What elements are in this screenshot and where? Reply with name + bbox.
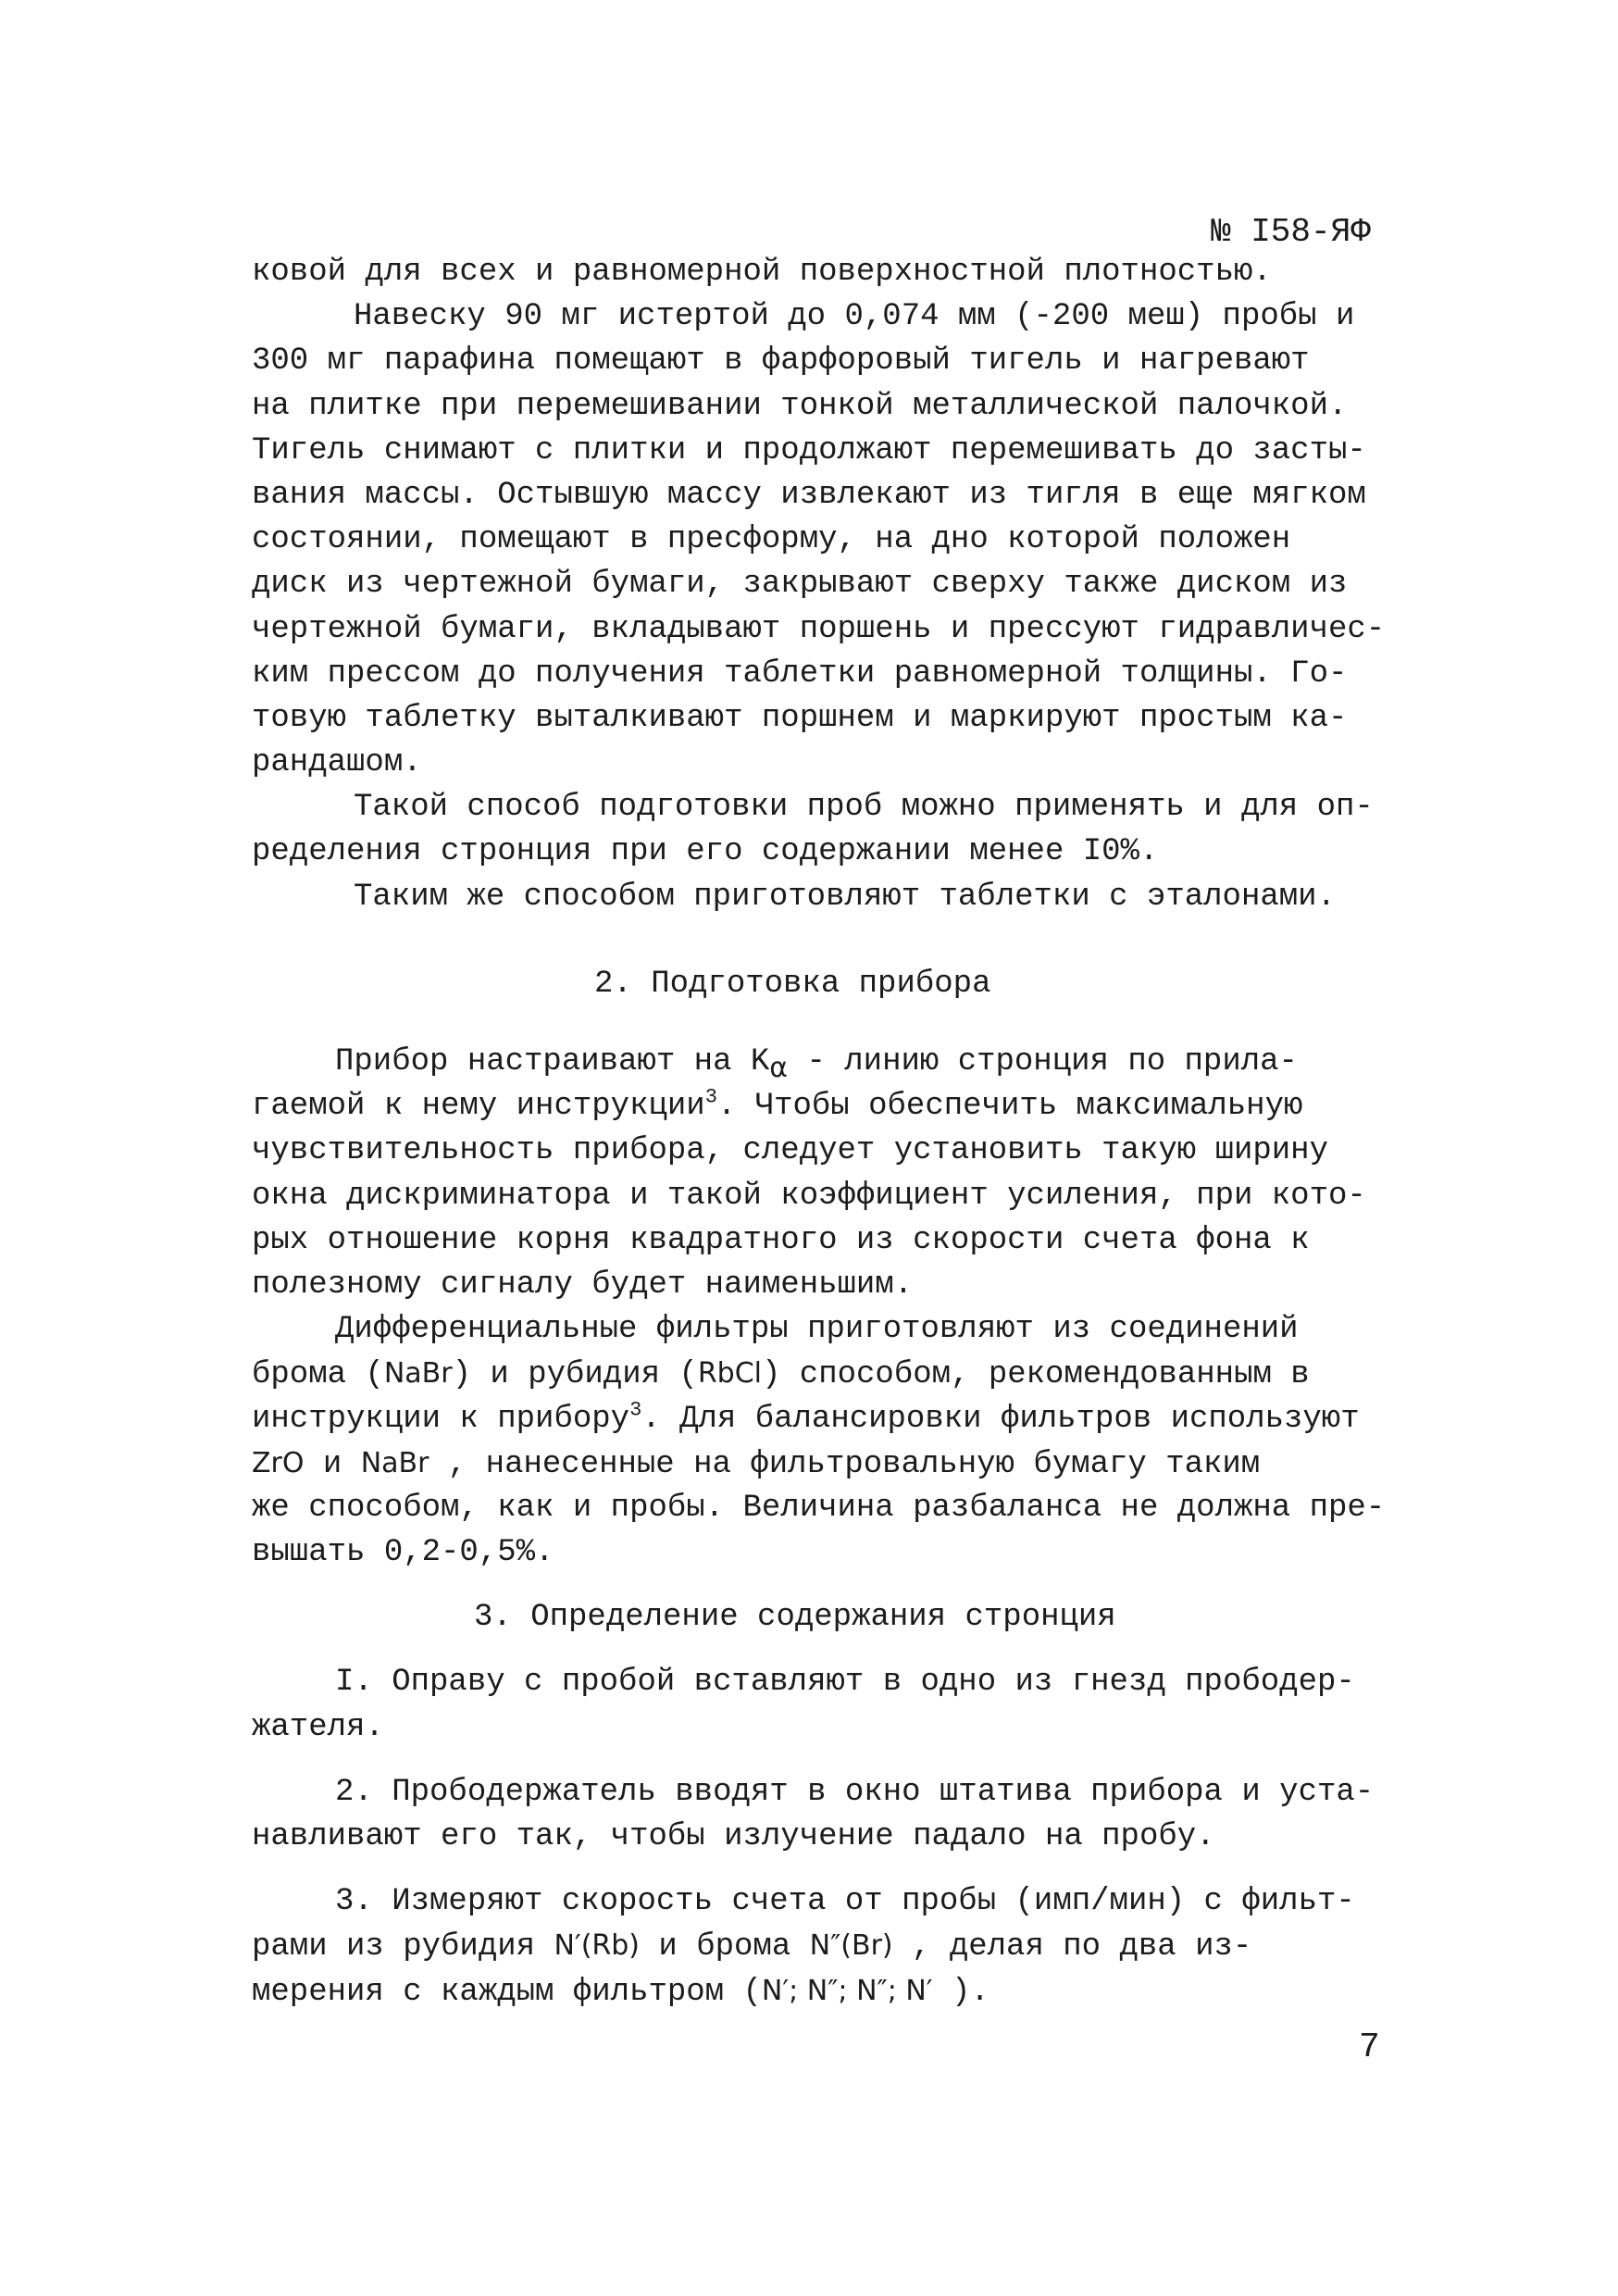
formula: NaBr (360, 1446, 429, 1479)
section-heading: 3. Определение содержания стронция (474, 1600, 1116, 1636)
text-line: Таким же способом приготовляют таблетки с эталонами. (354, 879, 1336, 915)
text-fragment: и брома (640, 1929, 810, 1965)
text-line: окна дискриминатора и такой коэффициент усиления, при кото- (252, 1178, 1366, 1214)
text-line: 3. Измеряют скорость счета от пробы (имп/мин) с фильт- (335, 1884, 1355, 1920)
text-fragment: ) способом, рекомендованным в (762, 1357, 1310, 1393)
text-line: вания массы. Остывшую массу извлекают из тигля в еще мягком (252, 477, 1366, 513)
text-fragment: ). (932, 1974, 989, 2010)
text-line: вышать 0,2-0,5%. (252, 1535, 554, 1571)
text-line (252, 1441, 1400, 1486)
text-line: Дифференциальные фильтры приготовляют из соединений (335, 1312, 1299, 1348)
text-line (252, 1924, 1400, 1968)
text-line: Навеску 90 мг истертой до 0,074 мм (-200 меш) пробы и (354, 299, 1355, 335)
text-fragment: и (304, 1446, 361, 1482)
text-line: навливают его так, чтобы излучение падало на пробу. (252, 1819, 1215, 1854)
text-line (252, 1040, 1400, 1084)
text-line: на плитке при перемешивании тонкой металлической палочкой. (252, 388, 1348, 424)
footnote-ref: 3 (704, 1085, 717, 1109)
text-line (252, 1969, 1400, 2014)
text-line (252, 1084, 1400, 1129)
text-line (252, 1352, 1400, 1396)
text-line: Тигель снимают с плитки и продолжают перемешивать до засты- (252, 432, 1366, 468)
text-fragment: инструкции к прибору (252, 1401, 630, 1437)
formula: N′; N″; N″; N′ (761, 1974, 933, 2007)
formula: α (769, 1051, 789, 1084)
text-line: 2. Прободержатель вводят в окно штатива прибора и уста- (335, 1774, 1375, 1810)
page-number: 7 (1359, 2028, 1380, 2067)
text-line: ким прессом до получения таблетки равномерной толщины. Го- (252, 655, 1348, 692)
text-line: чувствительность прибора, следует установить такую ширину (252, 1133, 1328, 1169)
text-line: Такой способ подготовки проб можно применять и для оп- (354, 790, 1374, 826)
text-fragment: гаемой к нему инструкции (252, 1089, 705, 1125)
text-line (252, 1397, 1400, 1441)
text-line: 300 мг парафина помещают в фарфоровый тигель и нагревают (252, 343, 1310, 380)
text-line: I. Оправу с пробой вставляют в одно из гнезд прободер- (335, 1665, 1355, 1701)
text-line: же способом, как и пробы. Величина разбаланса не должна пре- (252, 1490, 1386, 1526)
text-fragment: рами из рубидия (252, 1929, 554, 1965)
text-line: состоянии, помещают в пресформу, на дно которой положен (252, 522, 1291, 558)
text-line: жателя. (252, 1709, 384, 1745)
text-fragment: . Чтобы обеспечить максимальную (716, 1089, 1303, 1125)
text-line: ределения стронция при его содержании менее I0%. (252, 834, 1159, 870)
text-fragment: Прибор настраивают на K (335, 1044, 770, 1079)
document-number: № I58-ЯФ (1211, 213, 1371, 251)
text-fragment: мерения с каждым фильтром ( (252, 1974, 762, 2010)
footnote-ref: 3 (629, 1398, 642, 1422)
text-line: полезному сигналу будет наименьшим. (252, 1267, 914, 1303)
text-line: ковой для всех и равномерной поверхностной плотностью. (252, 255, 1272, 290)
section-heading: 2. Подготовка прибора (594, 966, 991, 1002)
text-fragment: брома ( (252, 1357, 384, 1393)
text-fragment: , нанесенные на фильтровальную бумагу таким (429, 1446, 1261, 1482)
formula: N″(Br) (809, 1929, 893, 1963)
text-fragment: - линию стронция по прила- (788, 1044, 1298, 1079)
text-fragment: , делая по два из- (892, 1929, 1252, 1965)
formula: RbCl (697, 1357, 762, 1391)
formula: NaBr (383, 1357, 453, 1391)
text-line: рых отношение корня квадратного из скорости счета фона к (252, 1222, 1310, 1258)
text-line: диск из чертежной бумаги, закрывают сверху также диском из (252, 567, 1348, 603)
formula: N′(Rb) (554, 1929, 641, 1963)
page-body (252, 250, 1400, 2014)
text-fragment: ) и рубидия ( (452, 1357, 698, 1393)
text-fragment: . Для балансировки фильтров используют (641, 1401, 1360, 1437)
formula: ZrO (252, 1446, 305, 1479)
text-line: чертежной бумаги, вкладывают поршень и прессуют гидравличес- (252, 611, 1386, 647)
text-line: товую таблетку выталкивают поршнем и маркируют простым ка- (252, 700, 1348, 736)
text-line: рандашом. (252, 745, 422, 781)
